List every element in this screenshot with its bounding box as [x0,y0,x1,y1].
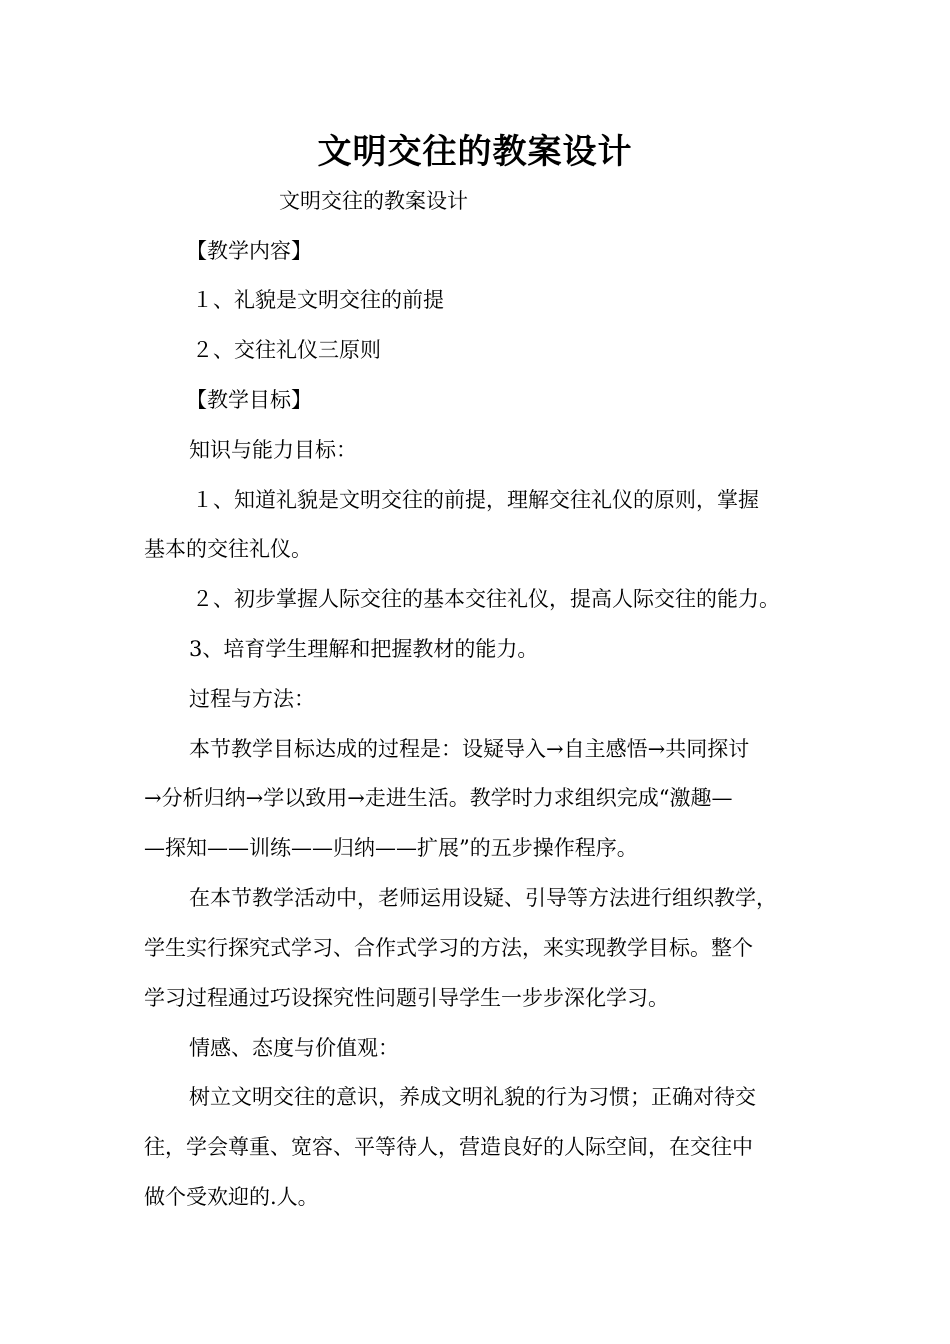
paragraph-line: —探知——训练——归纳——扩展”的五步操作程序。 [144,836,638,860]
subheading-values: 情感、态度与价值观： [189,1036,399,1060]
paragraph-line: ２、初步掌握人际交往的基本交往礼仪，提高人际交往的能力。 [192,587,780,611]
paragraph-line: 本节教学目标达成的过程是：设疑导入→自主感悟→共同探讨 [189,737,750,761]
subheading-process: 过程与方法： [189,687,315,711]
paragraph-line: 在本节教学活动中，老师运用设疑、引导等方法进行组织教学， [189,886,777,910]
paragraph-line: 学习过程通过巧设探究性问题引导学生一步步深化学习。 [144,986,669,1010]
paragraph-line: 树立文明交往的意识，养成文明礼貌的行为习惯；正确对待交 [189,1085,756,1109]
paragraph-line: 3、培育学生理解和把握教材的能力。 [189,637,539,661]
document-subtitle: 文明交往的教案设计 [279,189,468,213]
paragraph-line: 往，学会尊重、宽容、平等待人，营造良好的人际空间，在交往中 [144,1135,753,1159]
document-title: 文明交往的教案设计 [317,132,633,172]
paragraph-line: 基本的交往礼仪。 [144,537,312,561]
content-item-1: １、礼貌是文明交往的前提 [192,288,444,312]
content-item-2: ２、交往礼仪三原则 [192,338,381,362]
paragraph-line: →分析归纳→学以致用→走进生活。教学时力求组织完成“激趣— [144,786,733,810]
paragraph-line: 做个受欢迎的.人。 [144,1185,319,1209]
paragraph-line: １、知道礼貌是文明交往的前提，理解交往礼仪的原则，掌握 [192,488,759,512]
subheading-knowledge: 知识与能力目标： [189,438,357,462]
section-heading-content: 【教学内容】 [186,239,312,263]
paragraph-line: 学生实行探究式学习、合作式学习的方法，来实现教学目标。整个 [144,936,753,960]
section-heading-goals: 【教学目标】 [186,388,312,412]
